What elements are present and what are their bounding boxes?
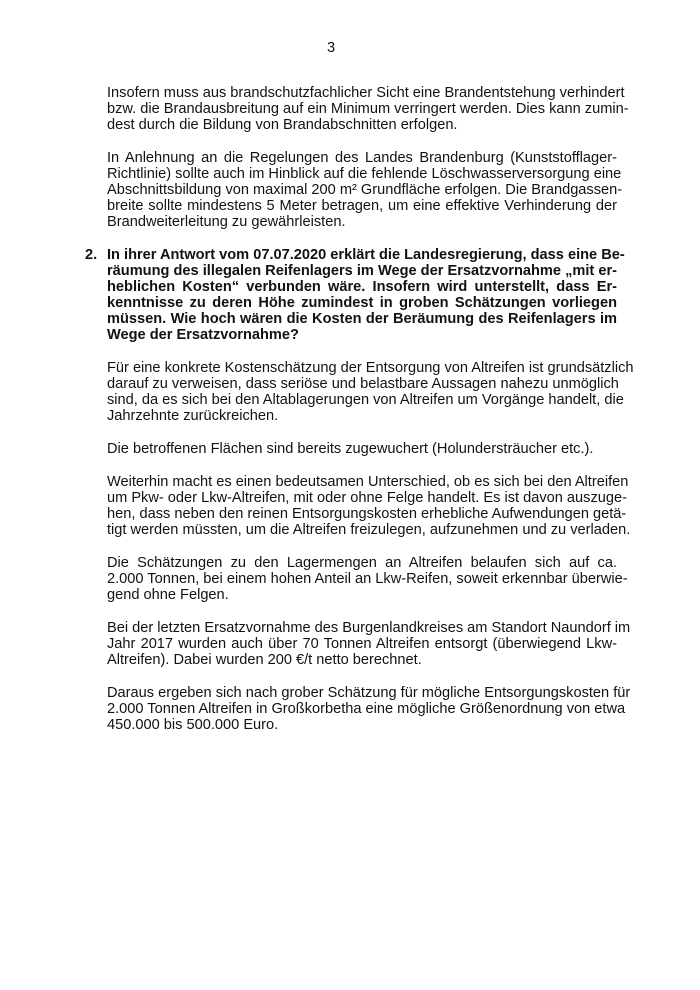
text-line: In ihrer Antwort vom 07.07.2020 erklärt die Landesregierung, dass eine Be-	[107, 247, 625, 263]
text-line: 2.000 Tonnen, bei einem hohen Anteil an Lkw-Reifen, soweit erkennbar überwie-	[107, 571, 628, 587]
text-line: Altreifen). Dabei wurden 200 €/t netto berechnet.	[107, 652, 422, 668]
text-line: Die Schätzungen zu den Lagermengen an Altreifen belaufen sich auf ca.	[107, 555, 617, 571]
paragraph	[107, 555, 628, 603]
text-line: kenntnisse zu deren Höhe zumindest in groben Schätzungen vorliegen	[107, 295, 617, 311]
text-line: Brandweiterleitung zu gewährleisten.	[107, 214, 346, 230]
text-line: darauf zu verweisen, dass seriöse und belastbare Aussagen nahezu unmöglich	[107, 376, 619, 392]
text-line: In Anlehnung an die Regelungen des Landes Brandenburg (Kunststofflager-	[107, 150, 617, 166]
text-line: bzw. die Brandausbreitung auf ein Minimum verringert werden. Dies kann zumin-	[107, 101, 629, 117]
page-number: 3	[326, 40, 336, 56]
text-line: 2.000 Tonnen Altreifen in Großkorbetha eine mögliche Größenordnung von etwa	[107, 701, 626, 717]
text-line: Bei der letzten Ersatzvornahme des Burgenlandkreises am Standort Naundorf im	[107, 620, 631, 636]
text-line: heblichen Kosten“ verbunden wäre. Insofern wird unterstellt, dass Er-	[107, 279, 617, 295]
paragraph	[107, 150, 623, 230]
text-line: Jahr 2017 wurden auch über 70 Tonnen Altreifen entsorgt (überwiegend Lkw-	[107, 636, 617, 652]
question-item	[85, 247, 625, 343]
text-line: Weiterhin macht es einen bedeutsamen Unterschied, ob es sich bei den Altreifen	[107, 474, 629, 490]
text-line: tigt werden müssten, um die Altreifen freizulegen, aufzunehmen und zu verladen.	[107, 522, 631, 538]
question-number: 2.	[85, 247, 98, 263]
text-line: Jahrzehnte zurückreichen.	[107, 408, 279, 424]
text-line: um Pkw- oder Lkw-Altreifen, mit oder ohne Felge handelt. Es ist davon auszuge-	[107, 490, 627, 506]
paragraph	[107, 85, 629, 133]
text-line: Für eine konkrete Kostenschätzung der Entsorgung von Altreifen ist grundsätzlich	[107, 360, 634, 376]
text-line: Insofern muss aus brandschutzfachlicher Sicht eine Brandentstehung verhindert	[107, 85, 625, 101]
paragraph	[107, 360, 634, 424]
text-line: Wege der Ersatzvornahme?	[107, 327, 299, 343]
text-line: Daraus ergeben sich nach grober Schätzung für mögliche Entsorgungskosten für	[107, 685, 631, 701]
text-line: gend ohne Felgen.	[107, 587, 229, 603]
paragraph	[107, 474, 631, 538]
text-line: dest durch die Bildung von Brandabschnitten erfolgen.	[107, 117, 458, 133]
text-line: Richtlinie) sollte auch im Hinblick auf die fehlende Löschwasserversorgung eine	[107, 166, 622, 182]
text-line: hen, dass neben den reinen Entsorgungskosten erhebliche Aufwendungen getä-	[107, 506, 627, 522]
text-line: räumung des illegalen Reifenlagers im Wege der Ersatzvornahme „mit er-	[107, 263, 617, 279]
text-line: müssen. Wie hoch wären die Kosten der Beräumung des Reifenlagers im	[107, 311, 617, 327]
text-line: Die betroffenen Flächen sind bereits zugewuchert (Holundersträucher etc.).	[107, 441, 594, 457]
text-line: breite sollte mindestens 5 Meter betragen, um eine effektive Verhinderung der	[107, 198, 617, 214]
paragraph	[107, 441, 617, 457]
paragraph	[107, 620, 631, 668]
text-line: Abschnittsbildung von maximal 200 m² Grundfläche erfolgen. Die Brandgassen-	[107, 182, 623, 198]
document-body	[85, 85, 634, 733]
text-line: sind, da es sich bei den Altablagerungen von Altreifen um Vorgänge handelt, die	[107, 392, 624, 408]
text-line: 450.000 bis 500.000 Euro.	[107, 717, 279, 733]
paragraph	[107, 685, 631, 733]
